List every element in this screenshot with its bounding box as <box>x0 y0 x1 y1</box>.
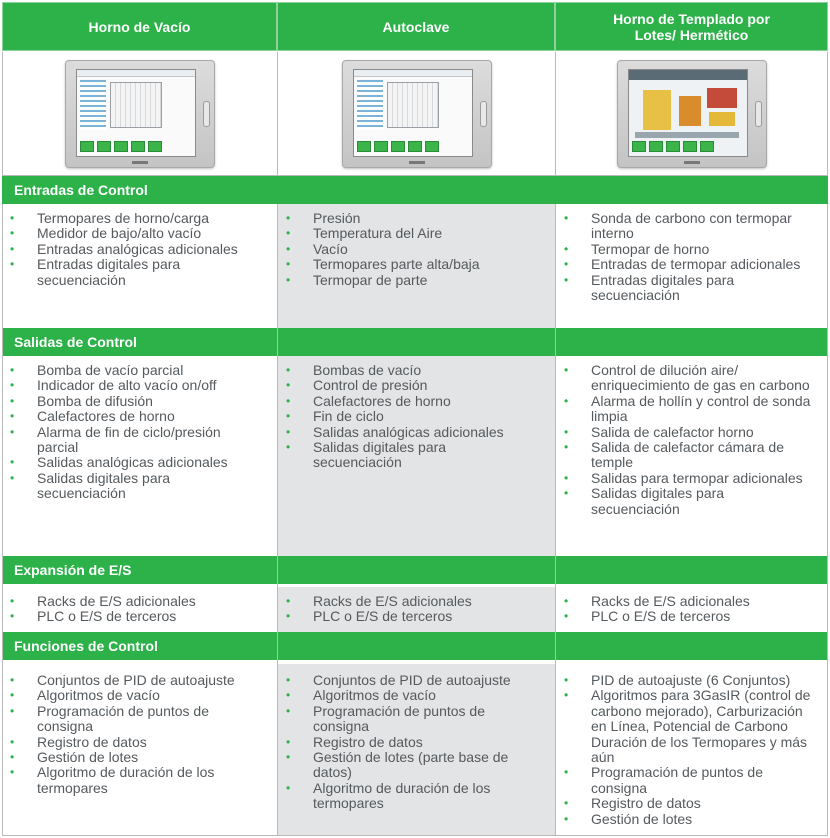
list-item: • Algoritmos de vacío <box>10 688 247 703</box>
list-item: • Medidor de bajo/alto vacío <box>10 226 271 241</box>
list-item: • Gestión de lotes <box>564 812 820 827</box>
list-item: • Salidas analógicas adicionales <box>10 455 253 470</box>
cell-outputs-batch <box>556 356 828 556</box>
cell-inputs-batch <box>556 204 828 328</box>
list-item: • Temperatura del Aire <box>286 226 549 241</box>
list-item: • Fin de ciclo <box>286 409 525 424</box>
list-item: • Salidas digitales para secuenciación <box>286 440 525 471</box>
image-cell-vacuum-furnace <box>2 52 277 176</box>
list-item: • Salidas digitales para secuenciación <box>564 486 816 517</box>
list-item: • Salidas para termopar adicionales <box>564 471 816 486</box>
list-item: • Algoritmo de duración de los termopares <box>10 765 247 796</box>
hmi-panel-image <box>617 60 767 168</box>
list-item: • Programación de puntos de consigna <box>286 704 525 735</box>
hmi-panel-image <box>342 60 492 168</box>
column-header-batch-furnace: Horno de Templado por Lotes/ Hermético <box>555 2 828 51</box>
list-item: • Termopar de horno <box>564 242 806 257</box>
list-item: • PLC o E/S de terceros <box>286 609 549 624</box>
cell-io-autoclave <box>278 587 555 632</box>
list-item: • Bombas de vacío <box>286 363 525 378</box>
list-item: • Bomba de difusión <box>10 394 253 409</box>
image-cell-batch-furnace <box>555 52 828 176</box>
list-item: • Conjuntos de PID de autoajuste <box>286 673 525 688</box>
vertical-divider <box>827 204 828 836</box>
list-item: • Gestión de lotes (parte base de datos) <box>286 750 525 781</box>
cell-io-vacuum <box>2 587 277 632</box>
cell-functions-vacuum <box>2 664 277 836</box>
list-item: • Calefactores de horno <box>10 409 253 424</box>
list-item: • Salida de calefactor cámara de temple <box>564 440 816 471</box>
list-item: • Racks de E/S adicionales <box>564 594 822 609</box>
list-item: • Termopares parte alta/baja <box>286 257 549 272</box>
list-item: • Alarma de hollín y control de sonda limpia <box>564 394 816 425</box>
section-header-control-outputs: Salidas de Control <box>2 328 828 356</box>
list-item: • Vacío <box>286 242 549 257</box>
list-item: • Algoritmos para 3GasIR (control de carbono mejorado), Carburización en Línea, Potencial de Carbono Duración de los Termopares y más aún <box>564 688 820 765</box>
list-item: • Programación de puntos de consigna <box>564 765 820 796</box>
list-item: • Gestión de lotes <box>10 750 247 765</box>
list-item: • Salida de calefactor horno <box>564 425 816 440</box>
list-item: • Sonda de carbono con termopar interno <box>564 211 806 242</box>
list-item: • Entradas digitales para secuenciación <box>564 273 806 304</box>
list-item: • PLC o E/S de terceros <box>10 609 271 624</box>
column-header-autoclave: Autoclave <box>277 2 555 51</box>
column-header-vacuum-furnace: Horno de Vacío <box>2 2 277 51</box>
list-item: • PLC o E/S de terceros <box>564 609 822 624</box>
list-item: • Racks de E/S adicionales <box>10 594 271 609</box>
list-item: • Calefactores de horno <box>286 394 525 409</box>
cell-outputs-autoclave <box>278 356 555 556</box>
list-item: • Salidas analógicas adicionales <box>286 425 525 440</box>
list-item: • Registro de datos <box>564 796 820 811</box>
list-item: • Bomba de vacío parcial <box>10 363 253 378</box>
list-item: • Algoritmos de vacío <box>286 688 525 703</box>
list-item: • Programación de puntos de consigna <box>10 704 247 735</box>
list-item: • Presión <box>286 211 549 226</box>
list-item: • PID de autoajuste (6 Conjuntos) <box>564 673 820 688</box>
vertical-divider <box>277 204 278 836</box>
vertical-divider <box>555 204 556 836</box>
list-item: • Termopares de horno/carga <box>10 211 271 226</box>
cell-io-batch <box>556 587 828 632</box>
list-item: • Registro de datos <box>10 735 247 750</box>
cell-inputs-vacuum <box>2 204 277 328</box>
section-header-control-functions: Funciones de Control <box>2 632 828 660</box>
bottom-border <box>2 835 828 836</box>
list-item: • Entradas analógicas adicionales <box>10 242 271 257</box>
list-item: • Entradas de termopar adicionales <box>564 257 806 272</box>
list-item: • Control de dilución aire/ enriquecimiento de gas en carbono <box>564 363 816 394</box>
list-item: • Alarma de fin de ciclo/presión parcial <box>10 425 253 456</box>
section-header-io-expansion: Expansión de E/S <box>2 556 828 584</box>
list-item: • Indicador de alto vacío on/off <box>10 378 253 393</box>
list-item: • Entradas digitales para secuenciación <box>10 257 271 288</box>
list-item: • Racks de E/S adicionales <box>286 594 549 609</box>
cell-functions-autoclave <box>278 664 555 836</box>
list-item: • Control de presión <box>286 378 525 393</box>
list-item: • Salidas digitales para secuenciación <box>10 471 253 502</box>
cell-functions-batch <box>556 664 828 836</box>
list-item: • Algoritmo de duración de los termopares <box>286 781 525 812</box>
hmi-panel-image <box>65 60 215 168</box>
list-item: • Termopar de parte <box>286 273 549 288</box>
image-row-bottom-border <box>2 175 828 176</box>
list-item: • Conjuntos de PID de autoajuste <box>10 673 247 688</box>
section-header-control-inputs: Entradas de Control <box>2 176 828 204</box>
list-item: • Registro de datos <box>286 735 525 750</box>
image-cell-autoclave <box>277 52 555 176</box>
cell-outputs-vacuum <box>2 356 277 556</box>
vertical-divider <box>2 204 3 836</box>
cell-inputs-autoclave <box>278 204 555 328</box>
